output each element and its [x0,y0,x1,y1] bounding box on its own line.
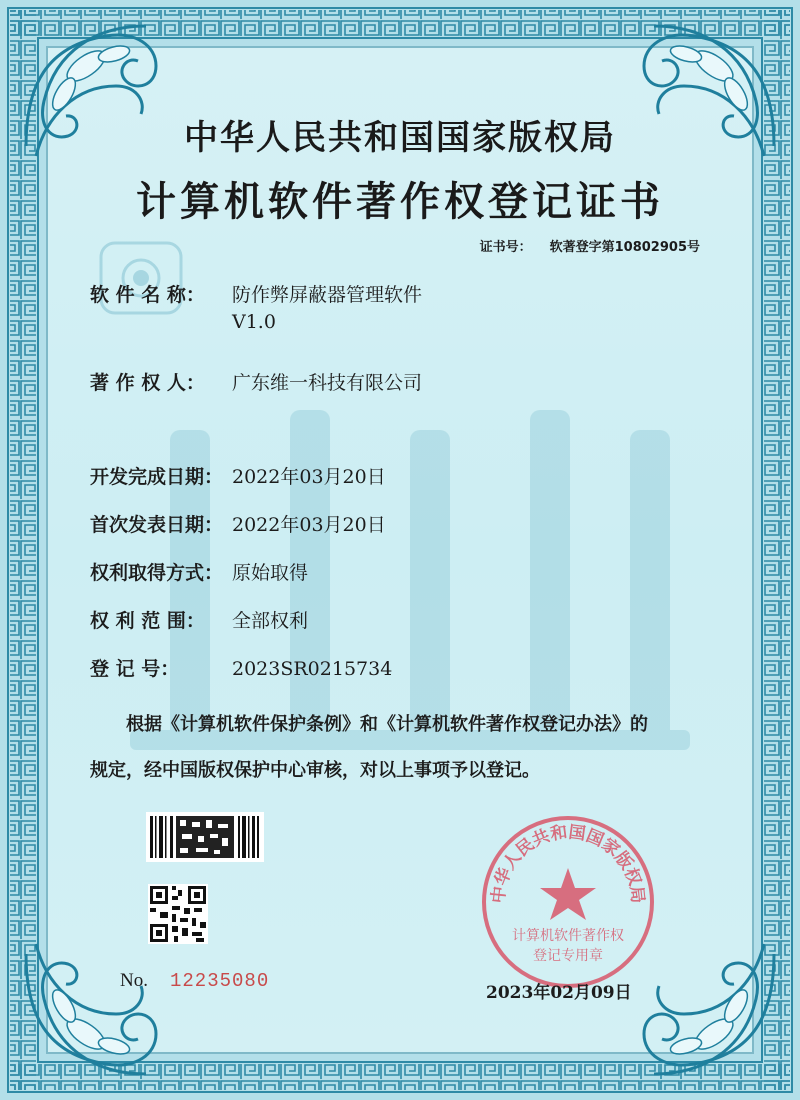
field-value: 防作弊屏蔽器管理软件 [232,284,423,306]
statement-line-1: 根据《计算机软件保护条例》和《计算机软件著作权登记办法》的 [126,714,648,735]
corner-ornament-icon [6,934,166,1094]
serial-number: 12235080 [170,970,270,992]
certificate-number-value: 软著登字第10802905号 [549,240,700,255]
issue-date: 2023年02月09日 [486,983,632,1003]
stamp-center-line-2: 登记专用章 [533,948,603,964]
field-label: 权利取得方式： [90,562,224,584]
field-value: 2022年03月20日 [232,514,386,536]
certificate-title: 计算机软件著作权登记证书 [136,178,664,225]
field-acquisition-method [90,558,308,585]
official-seal-stamp [478,812,658,992]
field-value: 原始取得 [232,562,309,584]
field-label: 登 记 号： [90,658,180,680]
field-value: 全部权利 [232,610,309,632]
field-value: 2022年03月20日 [232,466,386,488]
field-rights-scope [90,606,308,633]
field-label: 软 件 名 称： [90,284,205,306]
statement-paragraph [90,702,730,794]
stamp-center-line-1: 计算机软件著作权 [512,928,624,944]
field-label: 著 作 权 人： [90,372,205,394]
star-icon [540,868,596,920]
field-value: 广东维一科技有限公司 [232,372,423,394]
corner-ornament-icon [634,934,794,1094]
serial-label: No. [120,970,148,991]
field-label: 开发完成日期： [90,466,224,488]
certificate-number [480,236,700,255]
statement-line-2: 规定，经中国版权保护中心审核，对以上事项予以登记。 [90,760,540,781]
certificate-number-label: 证书号： [479,240,532,255]
field-completion-date [90,462,386,489]
barcode-icon [146,812,264,862]
field-value-version: V1.0 [232,311,276,333]
qr-code-icon [148,884,208,944]
field-value: 2023SR0215734 [232,658,393,680]
field-copyright-owner [90,368,422,395]
field-software-name [90,280,422,333]
issuing-authority: 中华人民共和国国家版权局 [184,118,616,158]
field-registration-number [90,654,392,681]
field-label: 权 利 范 围： [90,610,205,632]
field-publish-date [90,510,386,537]
stamp-ring-text: 中华人民共和国国家版权局 [488,822,648,905]
field-label: 首次发表日期： [90,514,224,536]
